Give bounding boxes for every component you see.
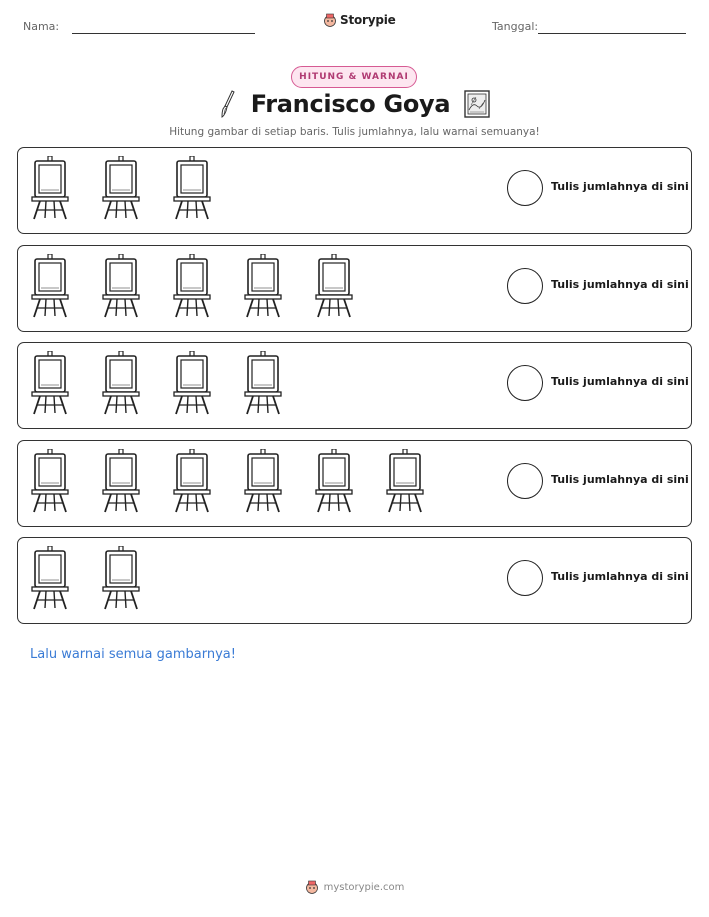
brand-logo (323, 13, 396, 27)
paintbrush-icon (219, 89, 237, 119)
answer-label: Tulis jumlahnya di sini (551, 375, 689, 388)
activity-badge: HITUNG & WARNAI (291, 66, 417, 88)
easel-icon (30, 546, 70, 612)
easel-icon (243, 351, 283, 417)
counting-row (17, 342, 692, 429)
storypie-mascot-icon (323, 13, 337, 27)
answer-circle[interactable] (507, 365, 543, 401)
easel-icon (101, 254, 141, 320)
title-row (0, 89, 709, 119)
date-line[interactable] (538, 33, 686, 34)
easel-icon (30, 156, 70, 222)
easel-icon (30, 351, 70, 417)
answer-circle[interactable] (507, 463, 543, 499)
easel-icon (172, 351, 212, 417)
answer-label: Tulis jumlahnya di sini (551, 278, 689, 291)
easel-icon (101, 449, 141, 515)
easel-icon (30, 254, 70, 320)
counting-row (17, 440, 692, 527)
answer-label: Tulis jumlahnya di sini (551, 570, 689, 583)
counting-row (17, 537, 692, 624)
answer-circle[interactable] (507, 170, 543, 206)
easel-icon (243, 254, 283, 320)
date-label: Tanggal: (492, 20, 539, 33)
instructions: Hitung gambar di setiap baris. Tulis jumlahnya, lalu warnai semuanya! (169, 126, 540, 138)
answer-circle[interactable] (507, 268, 543, 304)
page-title: Francisco Goya (250, 90, 451, 118)
brand-name: Storypie (340, 13, 396, 27)
easel-icon (385, 449, 425, 515)
easel-icon (101, 156, 141, 222)
easel-icon (101, 351, 141, 417)
site-url: mystorypie.com (323, 881, 405, 893)
painting-icon (464, 90, 490, 118)
name-line[interactable] (72, 33, 255, 34)
easel-icon (172, 449, 212, 515)
counting-row (17, 245, 692, 332)
counting-row (17, 147, 692, 234)
easel-icon (30, 449, 70, 515)
answer-circle[interactable] (507, 560, 543, 596)
name-label: Nama: (23, 20, 60, 33)
easel-icon (243, 449, 283, 515)
answer-label: Tulis jumlahnya di sini (551, 180, 689, 193)
coloring-note: Lalu warnai semua gambarnya! (30, 647, 236, 662)
storypie-mascot-icon (305, 880, 319, 894)
site-footer (0, 880, 709, 894)
answer-label: Tulis jumlahnya di sini (551, 473, 689, 486)
easel-icon (101, 546, 141, 612)
easel-icon (172, 156, 212, 222)
easel-icon (314, 449, 354, 515)
easel-icon (314, 254, 354, 320)
easel-icon (172, 254, 212, 320)
